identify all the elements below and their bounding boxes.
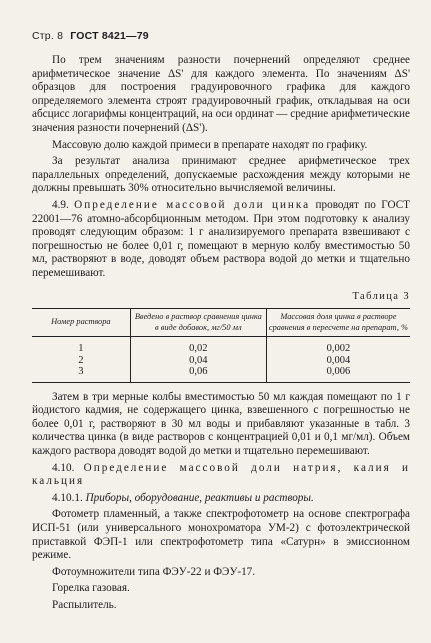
section-4-10-1-number: 4.10.1. (52, 491, 83, 504)
paragraph-cadmium-iodide: Затем в три мерные колбы вместимостью 50 мл каждая помещают по 1 г йодистого кадмия, не содержащего цинка, взвешенного с погрешностью не более 0,01 г, растворяют в 30 мл воды и прибавляют указанные в табл. 3 количества цинка (в виде растворов с концентрацией 0,01 и 0,1 мг/мл). Объем каждого раствора доводят водой до метки и тщательно перемешивают. (32, 390, 410, 457)
cell-solution-number: 3 (32, 366, 130, 382)
page-header (32, 30, 149, 42)
section-4-10-title: Определение массовой доли натрия, калия и кальция (32, 461, 410, 488)
cell-zinc-added: 0,06 (130, 366, 266, 382)
table-row (32, 366, 410, 382)
cell-zinc-fraction: 0,006 (266, 366, 410, 382)
page-number: Стр. 8 (32, 30, 64, 42)
cell-zinc-added: 0,04 (130, 355, 266, 367)
list-item: Распылитель. (52, 598, 117, 611)
section-4-9 (32, 199, 410, 281)
list-item: Фотоумножители типа ФЭУ-22 и ФЭУ-17. (52, 565, 256, 578)
section-4-10-number: 4.10. (52, 461, 75, 474)
table-caption: Таблица 3 (352, 290, 410, 302)
col-header-zinc-fraction: Массовая доля цинка в растворе сравнения в пересчете на препарат, % (266, 309, 410, 337)
section-4-10 (32, 462, 410, 489)
col-header-zinc-added: Введено в раствор сравнения цинка в виде добавок, мг/50 мл (130, 309, 266, 337)
section-4-10-1-title: Приборы, оборудование, реактивы и растворы. (85, 491, 314, 504)
cell-zinc-fraction: 0,004 (266, 355, 410, 367)
section-4-9-title: Определение массовой доли цинка (74, 198, 311, 211)
cell-zinc-fraction: 0,002 (266, 337, 410, 355)
section-4-9-text: проводят по ГОСТ 22001—76 атомно-абсорбционным методом. При этом подготовку к анализу проводят следующим образом: 1 г анализируемого препарата взвешивают с погрешностью не более 0,01 г, помещают в мерную колбу вместимостью 50 мл, растворяют в воде, доводят объем раствора водой до метки и тщательно перемешивают. (32, 198, 410, 279)
table-row (32, 355, 410, 367)
section-4-9-number: 4.9. (52, 198, 69, 211)
table-3 (32, 308, 410, 383)
paragraph-photometer: Фотометр пламенный, а также спектрофотометр на основе спектрографа ИСП-51 (или универсального монохроматора УМ-2) с фотоэлектрической приставкой ФЭП-1 или спектрофотометр типа «Сатурн» в эмиссионном режиме. (32, 508, 410, 562)
section-4-10-1 (32, 492, 410, 506)
page-body (32, 54, 410, 613)
standard-code: ГОСТ 8421—79 (70, 30, 149, 42)
list-item: Горелка газовая. (52, 582, 130, 595)
table-header-row (32, 309, 410, 337)
table-row (32, 337, 410, 355)
col-header-solution-number: Номер раствора (32, 309, 130, 337)
paragraph-delta-s: По трем значениям разности почернений определяют среднее арифметическое значение ΔS' для каждого элемента. По значениям ΔS' образцов для построения градуировочного графика для каждого определяемого элемента строят градуировочный график, откладывая на оси абсцисс логарифмы концентраций, на оси ординат — средние арифметические значения разности почернений (ΔS'). (32, 54, 410, 134)
paragraph-result: За результат анализа принимают среднее арифметическое трех параллельных определений, допускаемые расхождения между которыми не должны превышать 30% относительно вычисляемой величины. (32, 155, 410, 195)
paragraph-mass-fraction: Массовую долю каждой примеси в препарате находят по графику. (52, 138, 368, 151)
cell-zinc-added: 0,02 (130, 337, 266, 355)
cell-solution-number: 2 (78, 354, 84, 366)
cell-solution-number: 1 (78, 343, 84, 355)
